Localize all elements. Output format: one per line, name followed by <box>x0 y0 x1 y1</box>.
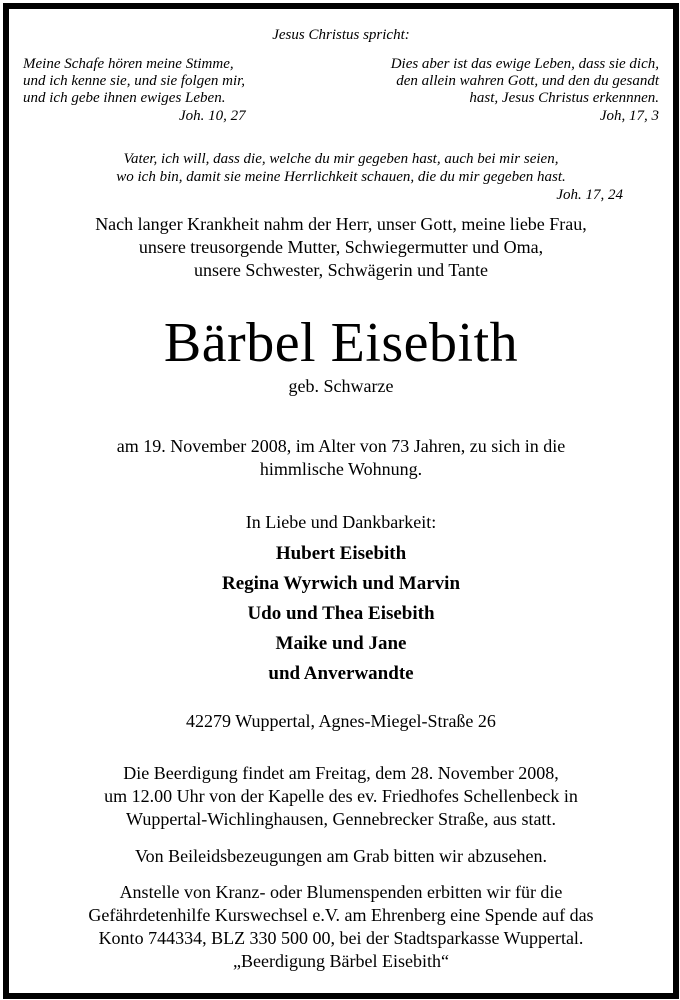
maiden-name: geb. Schwarze <box>288 376 394 396</box>
verse-left-ref: Joh. 10, 27 <box>179 108 246 124</box>
verse-left-line: und ich kenne sie, und sie folgen mir, <box>23 73 246 89</box>
funeral-line: Die Beerdigung findet am Freitag, dem 28. November 2008, <box>123 763 559 783</box>
verse-right-line: den allein wahren Gott, und den du gesandt <box>396 73 659 89</box>
intro-line: unsere treusorgende Mutter, Schwiegermutter und Oma, <box>138 237 544 257</box>
mourner-name: Maike und Jane <box>275 633 407 654</box>
donation-line: Konto 744334, BLZ 330 500 00, bei der Stadtsparkasse Wuppertal. <box>98 928 584 948</box>
verse-center-ref: Joh. 17, 24 <box>556 187 623 203</box>
funeral-line: um 12.00 Uhr von der Kapelle des ev. Friedhofes Schellenbeck in <box>104 786 578 806</box>
mourner-name: Udo und Thea Eisebith <box>247 603 435 624</box>
deceased-name: Bärbel Eisebith <box>163 312 519 374</box>
condolence-note: Von Beileidsbezeugungen am Grab bitten wir abzusehen. <box>134 846 548 866</box>
family-address: 42279 Wuppertal, Agnes-Miegel-Straße 26 <box>186 711 496 731</box>
verse-center-line: Vater, ich will, dass die, welche du mir gegeben hast, auch bei mir seien, <box>123 151 559 167</box>
death-line: am 19. November 2008, im Alter von 73 Jahren, zu sich in die <box>116 436 566 456</box>
donation-line: Gefährdetenhilfe Kurswechsel e.V. am Ehrenberg eine Spende auf das <box>88 905 594 925</box>
intro-line: Nach langer Krankheit nahm der Herr, unser Gott, meine liebe Frau, <box>95 214 587 234</box>
verse-left-line: Meine Schafe hören meine Stimme, <box>23 56 234 72</box>
death-line: himmlische Wohnung. <box>259 459 423 479</box>
donation-reference: „Beerdigung Bärbel Eisebith“ <box>233 951 449 971</box>
funeral-line: Wuppertal-Wichlinghausen, Gennebrecker Straße, aus statt. <box>126 809 556 829</box>
verse-right-ref: Joh, 17, 3 <box>599 108 659 124</box>
verse-right-line: Dies aber ist das ewige Leben, dass sie dich, <box>390 56 659 72</box>
intro-line: unsere Schwester, Schwägerin und Tante <box>193 260 489 280</box>
love-line: In Liebe und Dankbarkeit: <box>245 512 437 532</box>
verse-center-line: wo ich bin, damit sie meine Herrlichkeit schauen, die du mir gegeben hast. <box>116 169 566 185</box>
obituary-frame <box>3 3 679 999</box>
quote-header: Jesus Christus spricht: <box>272 27 410 43</box>
mourner-name: Hubert Eisebith <box>275 543 407 564</box>
donation-line: Anstelle von Kranz- oder Blumenspenden erbitten wir für die <box>119 882 563 902</box>
verse-left-line: und ich gebe ihnen ewiges Leben. <box>23 90 226 106</box>
mourner-name: Regina Wyrwich und Marvin <box>221 573 461 594</box>
mourner-name: und Anverwandte <box>268 663 414 684</box>
verse-right-line: hast, Jesus Christus erkennnen. <box>469 90 659 106</box>
